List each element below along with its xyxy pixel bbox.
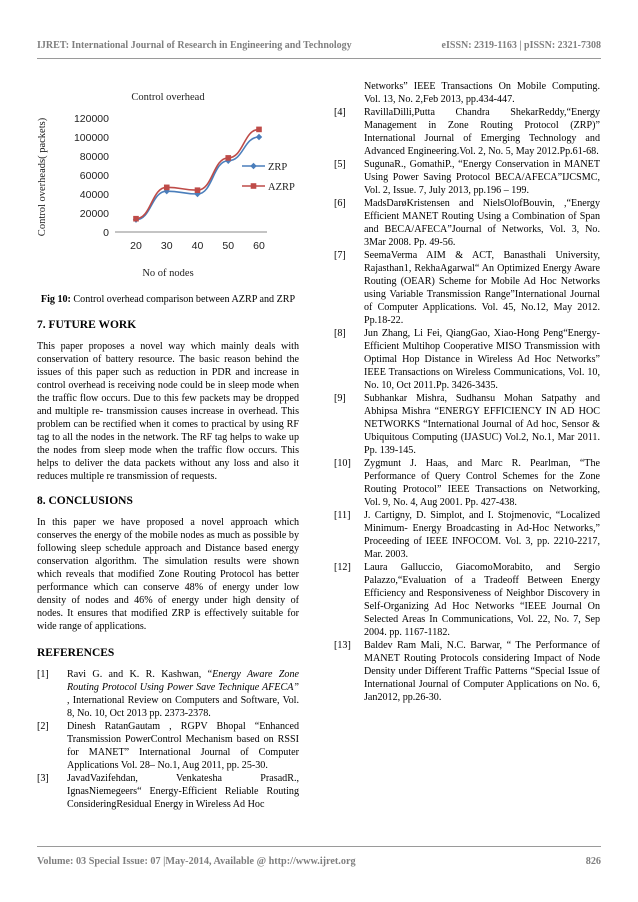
y-tick-label: 80000 [79,151,109,163]
legend-label-zrp: ZRP [268,162,288,173]
future-work-heading: 7. FUTURE WORK [37,318,137,331]
footer-volume: Volume: 03 Special Issue: 07 |May-2014, Available @ http://www.ijret.org [37,856,356,867]
journal-issn: eISSN: 2319-1163 | pISSN: 2321-7308 [441,40,601,51]
x-axis-label: No of nodes [142,268,194,279]
chart-svg [37,80,299,280]
reference-item [334,106,600,158]
x-tick-label: 60 [253,240,265,252]
data-point-zrp [256,134,262,140]
reference-text: Subhankar Mishra, Sudhansu Mohan Satpathy and Abhipsa Mishra “ENERGY EFFICIENCY IN AD HOC NETWORKS “International Journal of Ad hoc, Sensor & Ubiquitous Computing (IJASUC) Vol.2, No.1, Mar 2011. Pp. 139-145. [364,393,600,456]
y-axis-label: Control overheads( packets) [37,117,48,237]
reference-text: Baldev Ram Mali, N.C. Barwar, “ The Performance of MANET Routing Protocols considering Impact of Node Density under Different Traffic Patterns “Special Issue of International Journal of Computer Applications on No. 6, Jan2012, pp.26-30. [364,640,600,703]
right-column [334,80,600,704]
journal-title: IJRET: International Journal of Research in Engineering and Technology [37,40,352,51]
chart-title: Control overhead [131,92,205,103]
reference-number: [5] [334,159,346,170]
series-line-azrp [136,129,259,218]
y-tick-label: 60000 [79,170,109,182]
reference-text: J. Cartigny, D. Simplot, and I. Stojmenovic, “Localized Minimum- Energy Broadcasting in Ad-Hoc Networks,” Proceeding of IEEE INFOCOM. Vol. 3, pp. 2210-2217, Mar. 2003. [364,510,600,560]
reference-number: [11] [334,510,351,521]
reference-number: [12] [334,562,351,573]
reference-continued [334,80,600,106]
reference-number: [4] [334,107,346,118]
x-tick-label: 30 [160,240,173,252]
page-footer [37,856,601,867]
references-heading: REFERENCES [37,646,115,659]
legend-marker-azrp [251,183,257,189]
references-left [37,668,299,811]
reference-text: MadsDarøKristensen and NielsOlofBouvin, ,“Energy Efficient MANET Routing Using a Combination of Span and BECA/AFECA”Journal of Networks, Vol. 3, No. 3Mar 2008. Pp. 49-56. [364,198,600,248]
data-point-azrp [256,127,262,133]
reference-text: SugunaR., GomathiP., “Energy Conservation in MANET Using Power Saving Protocol BECA/AFECA”IJCSMC, Vol. 2, Issue. 7, July 2013, pp.196 – 199. [364,159,600,196]
legend-marker-zrp [250,163,256,169]
x-tick-label: 50 [222,240,235,252]
x-tick-label: 40 [191,240,204,252]
reference-text: Laura Galluccio, GiacomoMorabito, and Sergio Palazzo,“Evaluation of a Tradeoff Between Energy Efficiency and Responsiveness of Neighbor Discovery in Self-Organizing Ad Hoc Networks “IEEE Journal On Selected Areas In Communications, Vol. 22, No. 7, Sep 2004. pp. 1167-1182. [364,562,600,638]
reference-number: [1] [37,668,49,680]
reference-item [334,327,600,392]
data-point-azrp [225,155,231,161]
reference-number: [10] [334,458,351,469]
y-tick-label: 120000 [73,113,109,125]
reference-text: RavillaDilli,Putta Chandra ShekarReddy,“Energy Management in Zone Routing Protocol (ZRP)” International Journal of Emerging Technology and Advanced Engineering.Vol. 2, No. 5, May 2012.Pp.61-68. [364,107,600,157]
figure-caption-text: Control overhead comparison between AZRP and ZRP [70,294,296,305]
reference-text [67,668,299,720]
reference-number: [13] [334,640,351,651]
reference-item [37,772,299,811]
reference-item [334,561,600,639]
left-column [37,76,299,811]
conclusions-text: In this paper we have proposed a novel approach which conserves the energy of the mobile nodes as much as possible by following sleep schedule approach and Distance based energy conservation algorithm. The simulation results were shown which reveals that modified Zone Routing Protocol has better performance which can conserve 48% of energy under low density of nodes and 46% of energy under high density of nodes. It ensures that modified ZRP is effectively suitable for wide range of applications. [37,516,299,632]
header-rule [37,58,601,59]
y-tick-label: 100000 [73,132,109,144]
reference-text: Dinesh RatanGautam , RGPV Bhopal “Enhanced Transmission PowerControl Mechanism based on RSSI for MANET” International Journal of Computer Applications Vol. 28– No.1, Aug 2011, pp. 25-30. [67,720,299,771]
reference-number: [8] [334,328,346,339]
page-number: 826 [585,856,601,867]
reference-number: [7] [334,250,346,261]
reference-item [334,249,600,327]
reference-item [334,639,600,704]
reference-source: , International Review on Computers and Software, Vol. 8, No. 10, Oct 2013 pp. 2373-2378. [67,694,299,719]
reference-authors: Ravi G. and K. R. Kashwan, “ [67,668,213,680]
legend-label-azrp: AZRP [268,182,295,193]
reference-text: Networks” IEEE Transactions On Mobile Computing. Vol. 13, No. 2,Feb 2013, pp.434-447. [364,81,600,105]
x-tick-label: 20 [130,240,142,252]
reference-item [334,392,600,457]
data-point-azrp [195,187,201,193]
y-tick-label: 0 [103,227,109,239]
reference-title: Energy Aware Zone Routing Protocol Using Power Save Technique AFECA” [67,668,299,693]
reference-text: Zygmunt J. Haas, and Marc R. Pearlman, “The Performance of Query Control Schemes for the Zone Routing Protocol” IEEE Transactions on Networking, Vol. 9, No. 4, Aug 2001. Pp. 427-438. [364,458,600,508]
conclusions-heading: 8. CONCLUSIONS [37,494,133,507]
data-point-azrp [164,185,170,191]
reference-number: [6] [334,198,346,209]
page-header [37,40,601,51]
reference-item [334,457,600,509]
control-overhead-chart [37,80,299,280]
reference-number: [2] [37,720,49,732]
reference-text: SeemaVerma AIM & ACT, Banasthali University, Rajasthan1, RekhaAgarwal“ An Optimized Energy Aware Routing (OEAR) Scheme for Mobile Ad Hoc Networks using Variable Transmission Range”International Journal of Computer Applications. Vol. 45, No.12, May 2012. Pp.18-22. [364,250,600,326]
reference-item [334,509,600,561]
reference-number: [3] [37,772,49,784]
reference-number: [9] [334,393,346,404]
reference-item [37,668,299,720]
reference-text: JavadVazifehdan, Venkatesha PrasadR., IgnasNiemegeers“ Energy-Efficient Reliable Routing ConsideringResidual Energy in Wireless Ad Hoc [67,772,299,810]
reference-item [334,158,600,197]
reference-item [37,720,299,772]
future-work-text: This paper proposes a novel way which mainly deals with conservation of battery resource. The basic reason behind the issues of this paper such as reduction in PDR and increase in control overhead is receiving node could be in sleep mode when the traffic flow occurs. Due to this few packets may be dropped and multiple re- transmission causes increase in overhead. This problem can be rectified when it comes to practical by using RF tag to all the nodes in the network. The RF tag helps to wake up the nodes from sleep mode when the traffic flow occurs. This helps to deliver the data packets without any loss and also it reduces multiple re transmission of requests. [37,340,299,482]
figure-label: Fig 10: [40,294,71,305]
footer-rule [37,846,601,847]
y-tick-label: 20000 [79,208,109,220]
reference-item [334,197,600,249]
figure-caption [37,294,299,307]
reference-text: Jun Zhang, Li Fei, QiangGao, Xiao-Hong Peng“Energy-Efficient Multihop Cooperative MISO Transmission with Optimal Hop Distance in Wireless Ad Hoc Networks” IEEE Transactions on Wireless Communications, Vol. 10, No. 10, Oct 2011.Pp. 3426-3435. [364,328,600,391]
y-tick-label: 40000 [79,189,109,201]
data-point-azrp [133,216,139,222]
